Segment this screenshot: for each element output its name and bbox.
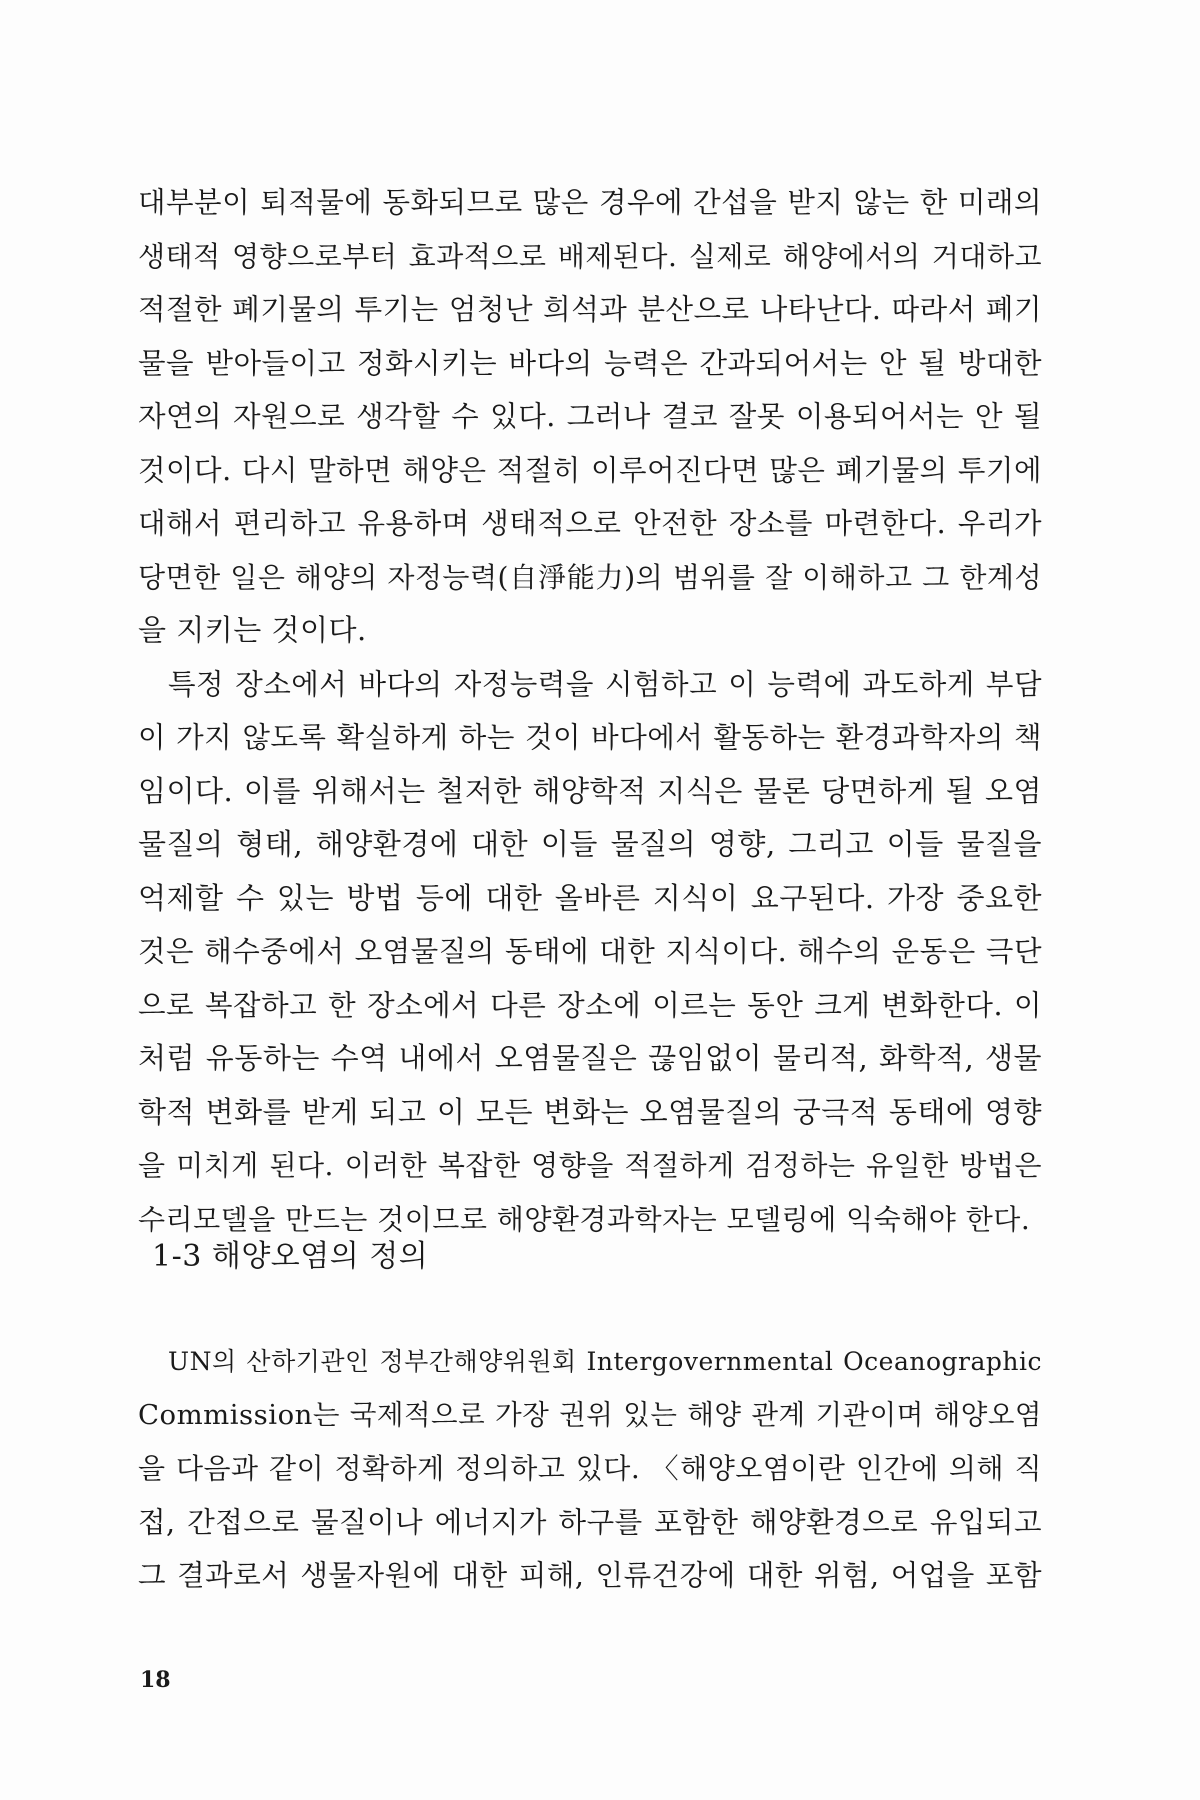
section-heading: 1-3 해양오염의 정의 — [152, 1239, 429, 1274]
section-text — [138, 1335, 1042, 1603]
text-line: 당면한 일은 해양의 자정능력(自淨能力)의 범위를 잘 이해하고 그 한계성 — [138, 560, 1042, 594]
body-text — [138, 176, 1042, 1246]
text-line: 으로 복잡하고 한 장소에서 다른 장소에 이르는 동안 크게 변화한다. 이 — [138, 988, 1042, 1022]
text-line: 이 가지 않도록 확실하게 하는 것이 바다에서 활동하는 환경과학자의 책 — [138, 721, 1042, 754]
text-line: 특정 장소에서 바다의 자정능력을 시험하고 이 능력에 과도하게 부담 — [168, 667, 1042, 701]
text-line: 을 미치게 된다. 이러한 복잡한 영향을 적절하게 검정하는 유일한 방법은 — [138, 1149, 1042, 1182]
text-line: 것이다. 다시 말하면 해양은 적절히 이루어진다면 많은 폐기물의 투기에 — [138, 453, 1042, 487]
text-line: 적절한 폐기물의 투기는 엄청난 희석과 분산으로 나타난다. 따라서 폐기 — [138, 293, 1042, 326]
text-line: 임이다. 이를 위해서는 철저한 해양학적 지식은 물론 당면하게 될 오염 — [138, 773, 1042, 808]
text-line: 접, 간접으로 물질이나 에너지가 하구를 포함한 해양환경으로 유입되고 — [138, 1505, 1042, 1539]
text-line: 수리모델을 만드는 것이므로 해양환경과학자는 모델링에 익숙해야 한다. — [138, 1202, 1031, 1236]
text-line: Commission는 국제적으로 가장 권위 있는 해양 관계 기관이며 해양오염 — [138, 1398, 1042, 1431]
text-line: UN의 산하기관인 정부간해양위원회 Intergovernmental Oceanographic — [168, 1347, 1042, 1376]
page-number: 18 — [140, 1667, 171, 1693]
text-line: 대해서 편리하고 유용하며 생태적으로 안전한 장소를 마련한다. 우리가 — [138, 507, 1042, 540]
text-line: 자연의 자원으로 생각할 수 있다. 그러나 결코 잘못 이용되어서는 안 될 — [138, 400, 1042, 433]
text-line: 대부분이 퇴적물에 동화되므로 많은 경우에 간섭을 받지 않는 한 미래의 — [138, 186, 1042, 219]
text-line: 억제할 수 있는 방법 등에 대한 올바른 지식이 요구된다. 가장 중요한 — [138, 880, 1042, 915]
text-line: 그 결과로서 생물자원에 대한 피해, 인류건강에 대한 위험, 어업을 포함 — [138, 1559, 1042, 1592]
text-line: 물질의 형태, 해양환경에 대한 이들 물질의 영향, 그리고 이들 물질을 — [138, 827, 1042, 861]
text-line: 물을 받아들이고 정화시키는 바다의 능력은 간과되어서는 안 될 방대한 — [138, 346, 1042, 380]
text-line: 학적 변화를 받게 되고 이 모든 변화는 오염물질의 궁극적 동태에 영향 — [138, 1094, 1042, 1129]
text-line: 것은 해수중에서 오염물질의 동태에 대한 지식이다. 해수의 운동은 극단 — [138, 935, 1042, 968]
text-line: 생태적 영향으로부터 효과적으로 배제된다. 실제로 해양에서의 거대하고 — [138, 239, 1042, 273]
text-line: 을 지키는 것이다. — [138, 613, 367, 647]
text-line: 을 다음과 같이 정확하게 정의하고 있다. 〈해양오염이란 인간에 의해 직 — [138, 1452, 1042, 1485]
text-line: 처럼 유동하는 수역 내에서 오염물질은 끊임없이 물리적, 화학적, 생물 — [138, 1041, 1042, 1075]
